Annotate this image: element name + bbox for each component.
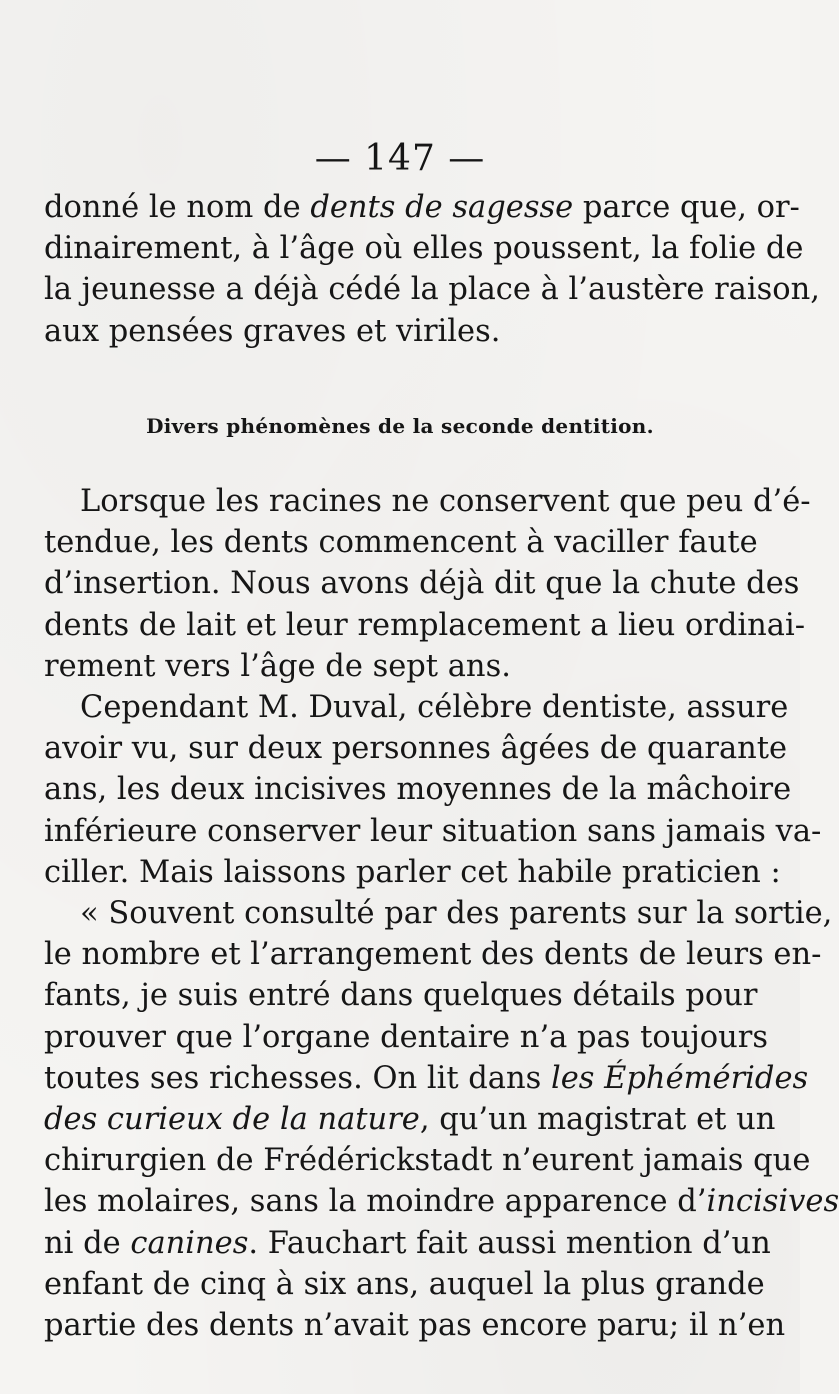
- text-line: la jeunesse a déjà cédé la place à l’austère raison,: [44, 272, 820, 308]
- text-line: ans, les deux incisives moyennes de la mâchoire: [44, 772, 792, 808]
- text-segment: les molaires, sans la moindre apparence d’: [44, 1184, 707, 1220]
- paragraph-4-quote: [44, 893, 839, 1346]
- text-line: dinairement, à l’âge où elles poussent, la folie de: [44, 231, 804, 267]
- text-segment: donné le nom de: [44, 190, 311, 225]
- text-line: dents de lait et leur remplacement a lieu ordinai-: [44, 607, 806, 643]
- text-line: d’insertion. Nous avons déjà dit que la chute des: [44, 566, 800, 602]
- text-line: aux pensées graves et viriles.: [44, 313, 501, 349]
- italic-term: incisives: [706, 1184, 839, 1220]
- text-line: [44, 1058, 809, 1099]
- text-segment: toutes ses richesses. On lit dans: [44, 1060, 551, 1096]
- text-line: tendue, les dents commencent à vaciller faute: [44, 525, 758, 561]
- paragraph-3: [44, 687, 822, 893]
- text-line: [44, 1223, 771, 1264]
- italic-term: dents de sagesse: [310, 190, 574, 225]
- page-number: — 147 —: [314, 138, 486, 179]
- text-line: avoir vu, sur deux personnes âgées de quarante: [44, 731, 788, 767]
- text-line: le nombre et l’arrangement des dents de leurs en-: [44, 937, 822, 973]
- text-line: Lorsque les racines ne conservent que peu d’é-: [80, 484, 811, 519]
- text-line: partie des dents n’avait pas encore paru; il n’en: [44, 1308, 786, 1344]
- italic-term: canines: [130, 1225, 249, 1261]
- text-line: Cependant M. Duval, célèbre dentiste, assure: [80, 690, 789, 725]
- text-line: « Souvent consulté par des parents sur la sortie,: [80, 896, 833, 931]
- text-line: prouver que l’organe dentaire n’a pas toujours: [44, 1019, 769, 1055]
- paragraph-1: [44, 187, 820, 352]
- text-segment: , qu’un magistrat et un: [419, 1102, 776, 1138]
- text-line: enfant de cinq à six ans, auquel la plus grande: [44, 1266, 765, 1302]
- text-line: rement vers l’âge de sept ans.: [44, 648, 511, 684]
- text-line: [44, 187, 800, 228]
- italic-title: les Éphémérides: [550, 1060, 809, 1096]
- text-line: [44, 1099, 776, 1140]
- paragraph-2: [44, 481, 811, 687]
- text-segment: parce que, or-: [573, 190, 800, 225]
- text-line: fants, je suis entré dans quelques détails pour: [44, 978, 758, 1014]
- text-line: ciller. Mais laissons parler cet habile praticien :: [44, 854, 781, 890]
- italic-title: des curieux de la nature: [44, 1102, 420, 1138]
- text-line: chirurgien de Frédérickstadt n’eurent jamais que: [44, 1143, 811, 1179]
- text-segment: . Fauchart fait aussi mention d’un: [248, 1225, 771, 1261]
- text-line: [44, 1181, 839, 1222]
- text-segment: ni de: [44, 1225, 131, 1261]
- section-title: Divers phénomènes de la seconde dentition.: [146, 414, 654, 438]
- text-line: inférieure conserver leur situation sans jamais va-: [44, 813, 822, 849]
